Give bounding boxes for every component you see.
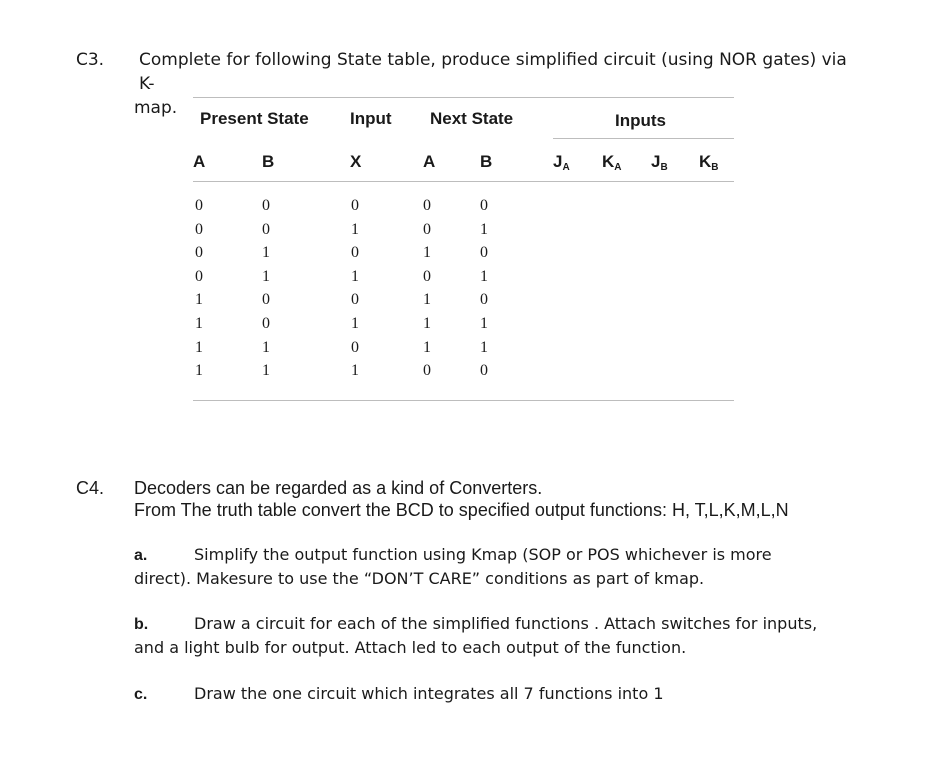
table-bottom-rule xyxy=(193,400,734,401)
col-header-ja: $J_A$ xyxy=(553,152,570,173)
cell-next-b: 1 xyxy=(480,220,488,238)
cell-next-b: 1 xyxy=(480,338,488,356)
cell-x: 1 xyxy=(351,315,359,332)
cell-next-a: 1 xyxy=(423,315,431,332)
cell-a: 0 xyxy=(195,197,203,214)
question-c3-number: C3. xyxy=(76,50,105,70)
sub-question-a-line1: Simplify the output function using Kmap (SOP or POS whichever is more xyxy=(194,545,772,564)
cell-next-b: 0 xyxy=(480,244,488,262)
sub-question-c-label: c. xyxy=(134,686,148,703)
question-c4-line1: Decoders can be regarded as a kind of Converters. xyxy=(134,478,543,498)
sub-question-a xyxy=(134,543,834,590)
col-header-jb: $J_B$ xyxy=(651,152,668,173)
question-c4-text xyxy=(134,477,789,521)
question-c4-line2: From The truth table convert the BCD to specified output functions: H, T,L,K,M,L,N xyxy=(134,500,789,520)
sub-question-a-label: a. xyxy=(134,547,148,564)
cell-b: 0 xyxy=(262,291,270,309)
sub-question-a-line2: direct). Makesure to use the “DON’T CARE” conditions as part of kmap. xyxy=(134,569,705,588)
col-header-next-a: A xyxy=(423,152,436,171)
cell-next-b: 0 xyxy=(480,197,488,214)
cell-b: 1 xyxy=(262,362,270,380)
sub-question-b-line2: and a light bulb for output. Attach led to each output of the function. xyxy=(134,638,687,657)
question-c3-line1: Complete for following State table, produce simplified circuit (using NOR gates) via K- xyxy=(139,50,847,94)
cell-x: 0 xyxy=(351,338,359,356)
cell-x: 1 xyxy=(351,220,359,238)
header-next-state: Next State xyxy=(430,109,514,128)
col-header-x: X xyxy=(350,152,362,171)
cell-b: 1 xyxy=(262,267,270,285)
sub-question-c xyxy=(134,682,834,706)
cell-x: 1 xyxy=(351,362,359,380)
cell-b: 0 xyxy=(262,315,270,332)
cell-a: 1 xyxy=(195,362,203,380)
cell-next-b: 0 xyxy=(480,362,488,380)
col-header-kb: $K_B$ xyxy=(699,152,719,173)
sub-question-b xyxy=(134,612,834,659)
sub-question-c-line1: Draw the one circuit which integrates all 7 functions into 1 xyxy=(194,684,664,703)
header-rule xyxy=(193,181,734,182)
cell-a: 1 xyxy=(195,315,203,332)
cell-next-b: 0 xyxy=(480,291,488,309)
question-c3-line2: map. xyxy=(134,98,178,118)
cell-next-a: 1 xyxy=(423,338,431,356)
header-inputs: Inputs xyxy=(615,111,666,130)
cell-next-a: 0 xyxy=(423,197,431,214)
cell-x: 0 xyxy=(351,244,359,262)
cell-b: 0 xyxy=(262,220,270,238)
header-input: Input xyxy=(350,109,392,128)
table-top-rule xyxy=(193,97,734,98)
cell-b: 1 xyxy=(262,338,270,356)
cell-next-a: 0 xyxy=(423,220,431,238)
question-c4-number: C4. xyxy=(76,478,105,498)
cell-next-b: 1 xyxy=(480,315,488,332)
cell-a: 1 xyxy=(195,338,203,356)
cell-next-a: 1 xyxy=(423,291,431,309)
col-header-b: B xyxy=(262,152,275,171)
cell-a: 1 xyxy=(195,291,203,309)
cell-next-a: 0 xyxy=(423,362,431,380)
cell-a: 0 xyxy=(195,220,203,238)
cell-x: 0 xyxy=(351,291,359,309)
sub-question-b-line1: Draw a circuit for each of the simplified functions . Attach switches for inputs, xyxy=(194,614,818,633)
cell-b: 1 xyxy=(262,244,270,262)
cell-b: 0 xyxy=(262,197,270,214)
inputs-underline xyxy=(553,138,734,139)
col-header-ka: $K_A$ xyxy=(602,152,622,173)
cell-next-a: 1 xyxy=(423,244,431,262)
cell-x: 0 xyxy=(351,197,359,214)
cell-a: 0 xyxy=(195,267,203,285)
cell-next-a: 0 xyxy=(423,267,431,285)
cell-x: 1 xyxy=(351,267,359,285)
col-header-a: A xyxy=(193,152,206,171)
sub-question-b-label: b. xyxy=(134,616,149,633)
cell-a: 0 xyxy=(195,244,203,262)
cell-next-b: 1 xyxy=(480,267,488,285)
header-present-state: Present State xyxy=(200,109,309,128)
col-header-next-b: B xyxy=(480,152,493,171)
